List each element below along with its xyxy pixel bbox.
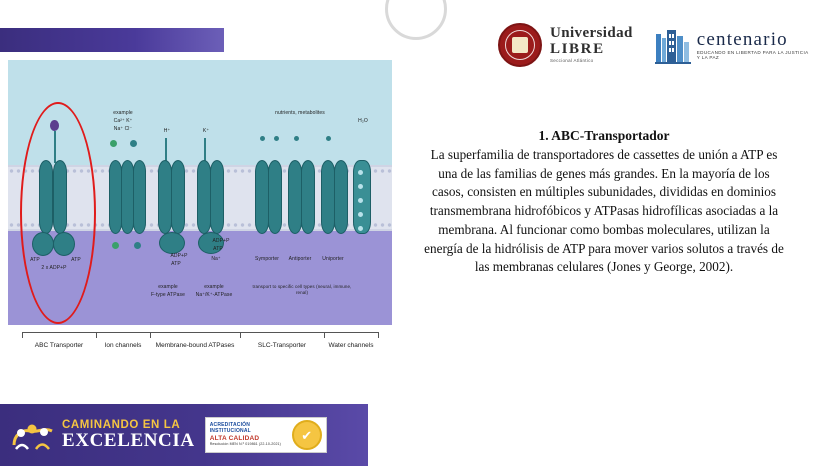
annotation-slc-symporter: Symporter bbox=[255, 256, 279, 262]
axis-tick-6 bbox=[378, 332, 379, 338]
university-seal-center bbox=[512, 37, 528, 53]
ion-barrel-3 bbox=[133, 160, 146, 234]
annotation-nak-na: Na⁺ bbox=[211, 256, 221, 262]
axis-tick-1 bbox=[22, 332, 23, 338]
ftype-stem bbox=[165, 138, 167, 162]
water-dot-4 bbox=[358, 212, 363, 217]
annotation-slc-antiporter: Antiporter bbox=[288, 256, 312, 262]
slc-antiporter-barrel-2 bbox=[301, 160, 315, 234]
footer-slogan-line1: CAMINANDO EN LA bbox=[62, 418, 181, 431]
nak-barrel-2 bbox=[210, 160, 224, 234]
category-label-water: Water channels bbox=[328, 342, 374, 349]
accreditation-line3: Resolución MEN N.º 019861 (22-10-2021) bbox=[209, 442, 281, 447]
decorative-circle bbox=[385, 0, 447, 40]
annotation-ftype-label: F-type ATPase bbox=[151, 292, 185, 298]
abc-barrel-right bbox=[53, 160, 67, 234]
axis-tick-3 bbox=[150, 332, 151, 338]
water-dot-5 bbox=[358, 226, 363, 231]
abc-substrate bbox=[50, 120, 59, 131]
annotation-ion-example: example bbox=[113, 110, 133, 116]
slc-antiporter-barrel bbox=[288, 160, 302, 234]
ion-dot-green bbox=[110, 140, 117, 147]
abc-barrel-left bbox=[39, 160, 53, 234]
ftype-barrel-2 bbox=[171, 160, 185, 234]
footer-banner bbox=[0, 404, 368, 466]
accreditation-check-glyph: ✔ bbox=[301, 427, 313, 443]
figure-background bbox=[8, 60, 392, 325]
university-tagline: Seccional Atlántico bbox=[550, 57, 594, 63]
annotation-nak-atp: ATP bbox=[213, 246, 223, 252]
university-logo-text bbox=[550, 26, 633, 63]
abc-stem bbox=[54, 131, 56, 163]
axis-tick-2 bbox=[96, 332, 97, 338]
footer-slogan bbox=[62, 420, 195, 451]
category-label-atpases: Membrane-bound ATPases bbox=[155, 342, 235, 349]
annotation-ion-ions-2: Na⁺ Cl⁻ bbox=[113, 126, 133, 132]
slc-dot-4 bbox=[326, 136, 331, 141]
slc-dot-2 bbox=[274, 136, 279, 141]
slc-symporter-barrel-2 bbox=[268, 160, 282, 234]
water-dot-2 bbox=[358, 184, 363, 189]
annotation-ftype-example: example bbox=[158, 284, 178, 290]
annotation-water-h2o: H₂O bbox=[358, 118, 368, 124]
ftype-f1-head bbox=[159, 232, 185, 254]
logo-row bbox=[498, 16, 810, 74]
top-purple-bar bbox=[0, 28, 224, 52]
content-body: La superfamilia de transportadores de cassettes de unión a ATP es una de las familias de genes más grandes. En la mayoría de los casos, consisten en múltiples subunidades, divididas en dominios transmembrana hidrofóbicos y ATPasas hidrofílicas asociadas a la membrana. Al funcionar como bombas moleculares, utilizan la energía de la hidrólisis de ATP para mover varios solutos a través de las membranas celulares (Jones y George, 2002). bbox=[424, 147, 784, 275]
annotation-ion-ions-1: Ca²⁺ K⁺ bbox=[113, 118, 133, 124]
content-title: 1. ABC-Transportador bbox=[538, 128, 670, 143]
ion-dot-teal-exit bbox=[134, 242, 141, 249]
annotation-ftype-adp: ADP+P bbox=[170, 253, 188, 259]
accreditation-line1: ACREDITACIÓN INSTITUCIONAL bbox=[209, 422, 251, 435]
university-second-line: LIBRE bbox=[550, 41, 605, 58]
annotation-nak-label: Na⁺/K⁺-ATPase bbox=[195, 292, 233, 298]
annotation-slc-note: transport to specific cell types (neural, immune, renal) bbox=[252, 284, 352, 295]
ion-dot-teal bbox=[130, 140, 137, 147]
slc-symporter-barrel bbox=[255, 160, 269, 234]
accreditation-line2: ALTA CALIDAD bbox=[209, 434, 260, 442]
annotation-ftype-atp: ATP bbox=[171, 261, 181, 267]
category-label-slc: SLC-Transporter bbox=[257, 342, 307, 349]
centenario-logo bbox=[655, 26, 810, 64]
ion-dot-green-exit bbox=[112, 242, 119, 249]
category-label-abc: ABC Transporter bbox=[34, 342, 84, 349]
abc-nbd-left bbox=[32, 232, 54, 256]
axis-tick-4 bbox=[240, 332, 241, 338]
category-label-ion: Ion channels bbox=[104, 342, 142, 349]
centenario-name: centenario bbox=[696, 28, 788, 50]
centenario-tagline: EDUCANDO EN LIBERTAD PARA LA JUSTICIA Y LA PAZ bbox=[696, 49, 809, 60]
university-name: Universidad bbox=[550, 25, 633, 42]
annotation-slc-uniporter: Uniporter bbox=[322, 256, 344, 262]
slc-uniporter-barrel bbox=[321, 160, 335, 234]
annotation-nak-k: K⁺ bbox=[202, 128, 210, 134]
centenario-building-icon bbox=[655, 26, 691, 64]
slc-uniporter-barrel-2 bbox=[334, 160, 348, 234]
slc-dot-1 bbox=[260, 136, 265, 141]
ftype-barrel-1 bbox=[158, 160, 172, 234]
annotation-abc-atp: ATP bbox=[30, 257, 40, 263]
universidad-libre-logo bbox=[498, 23, 633, 67]
annotation-slc-top: nutrients, metabolites bbox=[275, 110, 325, 116]
annotation-nak-adp: ADP+P bbox=[212, 238, 230, 244]
axis-tick-5 bbox=[324, 332, 325, 338]
figure-panel bbox=[8, 60, 392, 372]
nak-barrel-1 bbox=[197, 160, 211, 234]
university-seal-icon bbox=[498, 23, 542, 67]
content-block bbox=[424, 128, 784, 277]
slc-dot-3 bbox=[294, 136, 299, 141]
annotation-nak-example: example bbox=[204, 284, 224, 290]
centenario-logo-text bbox=[697, 30, 810, 60]
family-icon bbox=[8, 415, 60, 455]
water-dot-1 bbox=[358, 170, 363, 175]
footer-slogan-line2: EXCELENCIA bbox=[62, 430, 195, 452]
annotation-abc-adp: 2 x ADP+P bbox=[41, 265, 67, 271]
accreditation-text bbox=[210, 423, 288, 446]
annotation-ftype-h: H⁺ bbox=[163, 128, 171, 134]
accreditation-seal-icon bbox=[292, 420, 322, 450]
nak-stem bbox=[204, 138, 206, 162]
abc-nbd-right bbox=[53, 232, 75, 256]
accreditation-badge bbox=[205, 417, 327, 453]
water-dot-3 bbox=[358, 198, 363, 203]
annotation-abc-atp2: ATP bbox=[71, 257, 81, 263]
